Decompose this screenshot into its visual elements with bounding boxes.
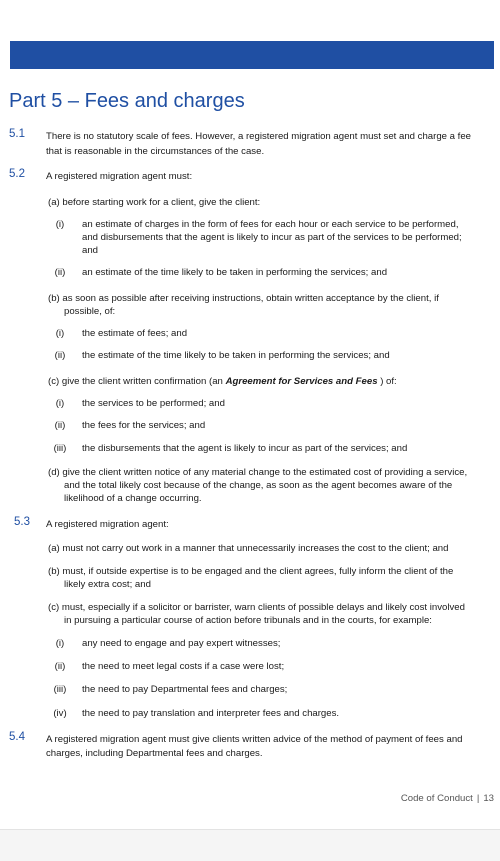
clause-5-2-a-i-line-3: and bbox=[82, 245, 99, 256]
clause-5-2-a-ii: an estimate of the time likely to be taken in performing the services; and bbox=[82, 267, 388, 278]
section-number-5-3: 5.3 bbox=[14, 516, 30, 528]
section-number-5-4: 5.4 bbox=[9, 731, 25, 743]
section-number-5-2: 5.2 bbox=[9, 168, 25, 180]
clause-5-3-c-ii: the need to meet legal costs if a case were lost; bbox=[82, 661, 285, 672]
section-5-3-intro: A registered migration agent: bbox=[46, 519, 169, 530]
item-number: (i) bbox=[55, 328, 65, 339]
item-number: (i) bbox=[55, 638, 65, 649]
clause-5-2-b-line-2: possible, of: bbox=[64, 306, 116, 317]
clause-5-3-c-line-2: in pursuing a particular course of action before tribunals and in the courts, for example: bbox=[64, 615, 432, 626]
item-number: (iii) bbox=[53, 684, 67, 695]
item-number: (ii) bbox=[54, 350, 66, 361]
clause-5-2-c-ii: the fees for the services; and bbox=[82, 420, 206, 431]
section-5-1-line-2: that is reasonable in the circumstances of the case. bbox=[46, 146, 265, 157]
clause-5-2-c-text: (c) give the client written confirmation (an bbox=[48, 376, 226, 387]
clause-5-2-c-tail: ) of: bbox=[377, 376, 397, 387]
item-number: (ii) bbox=[54, 661, 66, 672]
clause-5-2-d-line-1: (d) give the client written notice of any material change to the estimated cost of providing a service, bbox=[48, 467, 468, 478]
clause-5-3-c-i: any need to engage and pay expert witnesses; bbox=[82, 638, 281, 649]
clause-5-2-b-i: the estimate of fees; and bbox=[82, 328, 188, 339]
agreement-term: Agreement for Services and Fees bbox=[225, 376, 378, 387]
clause-5-3-b-line-1: (b) must, if outside expertise is to be engaged and the client agrees, fully inform the client of the bbox=[48, 566, 454, 577]
clause-5-3-b-line-2: likely extra cost; and bbox=[64, 579, 151, 590]
item-number: (ii) bbox=[54, 267, 66, 278]
clause-5-2-d-line-2: and the total likely cost because of the change, as soon as the agent becomes aware of the bbox=[64, 480, 453, 491]
section-5-1-line-1: There is no statutory scale of fees. However, a registered migration agent must set and charge a fee bbox=[46, 131, 472, 142]
page-footer bbox=[401, 793, 494, 804]
page-number: 13 bbox=[483, 793, 494, 804]
clause-5-3-a: (a) must not carry out work in a manner that unnecessarily increases the cost to the client; and bbox=[48, 543, 449, 554]
bottom-band bbox=[0, 830, 500, 861]
clause-5-2-b-ii: the estimate of the time likely to be taken in performing the services; and bbox=[82, 350, 390, 361]
clause-5-2-b-line-1: (b) as soon as possible after receiving instructions, obtain written acceptance by the client, if bbox=[48, 293, 439, 304]
clause-5-3-c-iv: the need to pay translation and interpreter fees and charges. bbox=[82, 708, 340, 719]
clause-5-2-c-i: the services to be performed; and bbox=[82, 398, 225, 409]
item-number: (iii) bbox=[53, 443, 67, 454]
clause-5-3-c-iii: the need to pay Departmental fees and charges; bbox=[82, 684, 288, 695]
item-number: (i) bbox=[55, 219, 65, 230]
header-banner bbox=[10, 41, 494, 69]
item-number: (iv) bbox=[53, 708, 67, 719]
item-number: (ii) bbox=[54, 420, 66, 431]
section-5-4-line-1: A registered migration agent must give clients written advice of the method of payment of fees and bbox=[46, 734, 463, 745]
clause-5-2-d-line-3: likelihood of a change occurring. bbox=[64, 493, 202, 504]
clause-5-2-a-i-line-1: an estimate of charges in the form of fees for each hour or each service to be performed, bbox=[82, 219, 459, 230]
clause-5-2-a-i-line-2: and disbursements that the agent is likely to incur as part of the services to be performed; bbox=[82, 232, 462, 243]
section-5-2-intro: A registered migration agent must: bbox=[46, 171, 193, 182]
clause-5-3-c-line-1: (c) must, especially if a solicitor or barrister, warn clients of possible delays and likely cost involved bbox=[48, 602, 465, 613]
clause-5-2-c-iii: the disbursements that the agent is likely to incur as part of the services; and bbox=[82, 443, 408, 454]
footer-separator: | bbox=[476, 793, 480, 804]
footer-document-title: Code of Conduct bbox=[400, 793, 473, 804]
clause-5-2-a: (a) before starting work for a client, give the client: bbox=[48, 197, 261, 208]
section-5-4-line-2: charges, including Departmental fees and charges. bbox=[46, 748, 263, 759]
section-number-5-1: 5.1 bbox=[9, 128, 25, 140]
item-number: (i) bbox=[55, 398, 65, 409]
clause-5-2-c bbox=[48, 375, 397, 388]
page-title: Part 5 – Fees and charges bbox=[9, 90, 245, 112]
